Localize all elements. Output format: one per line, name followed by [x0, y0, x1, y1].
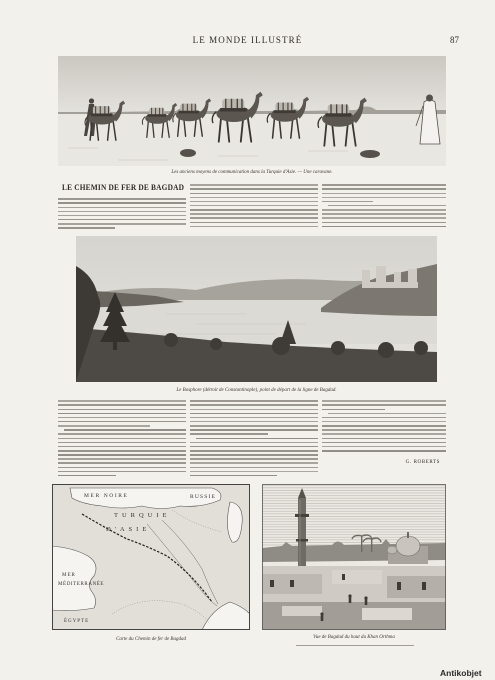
shrub: [180, 149, 196, 157]
body-text-line: [322, 209, 446, 211]
body-text-line: [58, 471, 186, 473]
body-text-line: [322, 213, 446, 215]
page-number: 87: [450, 35, 459, 45]
body-text-line: [196, 438, 318, 440]
body-text-line: [322, 400, 446, 402]
body-text-line: [322, 450, 446, 452]
caravan-illustration: [58, 56, 446, 166]
body-text-line: [190, 421, 318, 423]
body-text-line: [58, 219, 186, 221]
sky: [58, 56, 446, 114]
body-text-line: [328, 205, 446, 207]
body-text-line: [190, 462, 318, 464]
body-text-line: [322, 429, 446, 431]
map-label-sea: MER: [62, 573, 76, 578]
body-text-line: [58, 413, 186, 415]
body-text-line: [64, 429, 186, 431]
bagdad-caption: Vue de Bagdad du haut du Khan Orthma: [313, 635, 395, 640]
map-label-asia: D'ASIE: [106, 526, 151, 533]
body-text-line: [322, 217, 446, 219]
body-text-line: [190, 417, 318, 419]
body-text-line: [190, 433, 268, 435]
map-label-mediterranean: MÉDITERRANÉE: [58, 582, 105, 587]
caravan-caption: Les anciens moyens de communication dans la Turquie d'Asie. — Une caravane.: [171, 170, 333, 175]
body-text-line: [190, 425, 318, 427]
body-text-line: [322, 226, 446, 228]
map-caption: Carte du Chemin de fer de Bagdad: [116, 637, 186, 642]
map-label-black-sea: MER NOIRE: [84, 493, 129, 499]
body-text-line: [190, 404, 318, 406]
body-text-line: [58, 400, 186, 402]
body-text-line: [58, 438, 186, 440]
body-text-line: [190, 400, 318, 402]
body-text-line: [322, 184, 446, 186]
body-text-line: [322, 446, 446, 448]
body-text-line: [322, 421, 446, 423]
body-text-line: [58, 202, 186, 204]
body-text-line: [322, 188, 446, 190]
bosphorus-illustration: [76, 236, 437, 382]
body-text-line: [190, 446, 318, 448]
body-text-line: [58, 433, 186, 435]
body-text-line: [190, 217, 318, 219]
body-text-line: [58, 223, 186, 225]
text-column-2a: [190, 183, 318, 231]
bagdad-credit-line: [296, 645, 414, 646]
body-text-line: [190, 467, 318, 469]
text-column-3b: [322, 399, 446, 457]
map-label-egypt: ÉGYPTE: [64, 619, 90, 624]
body-text-line: [58, 442, 186, 444]
body-text-line: [190, 222, 318, 224]
body-text-line: [58, 409, 186, 411]
railway-map: [52, 484, 250, 630]
article-title: LE CHEMIN DE FER DE BAGDAD: [62, 182, 185, 192]
body-text-line: [190, 475, 277, 477]
body-text-line: [58, 446, 186, 448]
body-text-line: [190, 413, 318, 415]
body-text-line: [58, 454, 186, 456]
body-text-line: [190, 409, 318, 411]
text-column-3a: [322, 183, 446, 231]
bagdad-illustration: [262, 484, 446, 630]
body-text-line: [322, 201, 373, 203]
body-text-line: [58, 462, 186, 464]
body-text-line: [58, 425, 150, 427]
body-text-line: [190, 205, 318, 207]
body-text-line: [190, 188, 318, 190]
body-text-line: [322, 438, 446, 440]
body-text-line: [190, 184, 318, 186]
author-signature: G. ROBERTS: [405, 460, 440, 465]
body-text-line: [58, 458, 186, 460]
body-text-line: [190, 201, 318, 203]
foreground-rooftops: [262, 566, 446, 630]
body-text-line: [190, 471, 318, 473]
body-text-line: [190, 193, 318, 195]
body-text-line: [190, 450, 318, 452]
body-text-line: [58, 417, 186, 419]
map-label-russia: RUSSIE: [190, 494, 217, 500]
body-text-line: [58, 421, 186, 423]
body-text-line: [190, 429, 318, 431]
bosphorus-caption: Le Bosphore (détroit de Constantinople), point de départ de la ligne de Bagdad.: [176, 388, 337, 393]
body-text-line: [190, 454, 318, 456]
text-column-1b: [58, 399, 186, 479]
body-text-line: [322, 417, 446, 419]
body-text-line: [190, 209, 318, 211]
body-text-line: [58, 227, 115, 229]
body-text-line: [322, 433, 446, 435]
body-text-line: [322, 193, 446, 195]
body-text-line: [58, 404, 186, 406]
body-text-line: [58, 211, 186, 213]
body-text-line: [322, 425, 446, 427]
body-text-line: [58, 475, 116, 477]
body-text-line: [322, 442, 446, 444]
body-text-line: [328, 413, 446, 415]
text-column-2b: [190, 399, 318, 479]
shrub: [360, 150, 380, 158]
text-column-1a: [58, 197, 186, 231]
body-text-line: [58, 207, 186, 209]
body-text-line: [322, 409, 385, 411]
body-text-line: [190, 226, 318, 228]
body-text-line: [190, 458, 318, 460]
body-text-line: [58, 215, 186, 217]
body-text-line: [190, 213, 318, 215]
masthead-title: LE MONDE ILLUSTRÉ: [192, 35, 303, 45]
body-text-line: [58, 467, 186, 469]
map-label-turkey: TURQUIE: [114, 512, 171, 519]
body-text-line: [58, 450, 186, 452]
body-text-line: [190, 197, 318, 199]
body-text-line: [190, 442, 318, 444]
body-text-line: [322, 222, 446, 224]
watermark: Antikobjet: [440, 668, 482, 678]
body-text-line: [58, 198, 186, 200]
body-text-line: [322, 197, 446, 199]
body-text-line: [322, 404, 446, 406]
